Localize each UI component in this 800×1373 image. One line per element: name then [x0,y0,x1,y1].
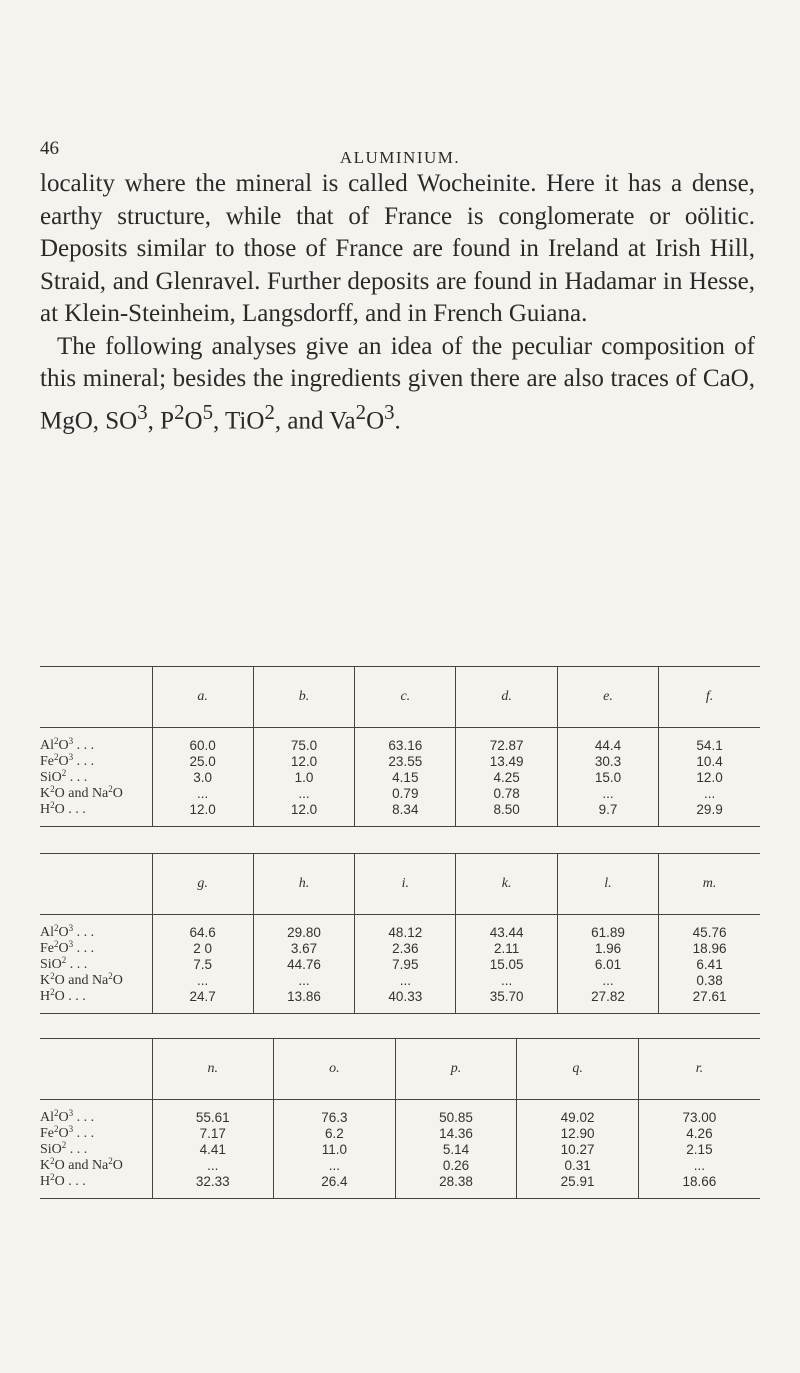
table-cell: 0.26 [395,1158,517,1174]
column-header: a. [152,667,253,728]
table-cell: 29.9 [659,802,760,827]
table-cell: 26.4 [274,1174,396,1199]
table-cell: 5.14 [395,1142,517,1158]
table-cell: 48.12 [355,915,456,942]
column-header: r. [638,1039,760,1100]
table-cell: 0.79 [355,786,456,802]
superscript: 3 [68,1108,74,1118]
table-cell: ... [274,1158,396,1174]
table-row [40,802,760,827]
table-cell: 75.0 [253,728,354,755]
table-cell: 1.96 [557,941,658,957]
text-run: K [40,1158,51,1173]
text-run: . . . [73,925,95,940]
text-run: O [58,925,69,940]
table-cell: 63.16 [355,728,456,755]
table-cell: 2 0 [152,941,253,957]
text-run: H [40,1174,51,1189]
superscript: 2 [54,923,59,933]
table-cell: 43.44 [456,915,557,942]
text-run: , P [147,406,175,434]
superscript: 3 [68,736,74,746]
superscript: 2 [54,736,59,746]
table-cell: 15.05 [456,957,557,973]
text-run: , TiO [212,406,265,434]
superscript: 2 [61,1140,67,1150]
table-cell: ... [557,973,658,989]
text-run: SiO [40,770,62,785]
table-cell: ... [659,786,760,802]
column-header: h. [253,854,354,915]
table-row [40,1142,760,1158]
text-run: Fe [40,754,54,769]
table-cell: 6.01 [557,957,658,973]
column-header: e. [557,667,658,728]
superscript: 2 [54,1124,59,1134]
table-cell: 50.85 [395,1100,517,1127]
text-run: O [112,973,123,988]
table-header-row [40,667,760,728]
table-cell: 10.4 [659,754,760,770]
row-label [40,754,152,770]
table-cell: 54.1 [659,728,760,755]
table-cell: 9.7 [557,802,658,827]
superscript: 2 [50,971,55,981]
row-label [40,1158,152,1174]
body-text [40,168,755,437]
row-label [40,1100,152,1127]
table-cell: 4.26 [638,1126,760,1142]
superscript: 2 [108,784,113,794]
table-row [40,754,760,770]
table-row [40,1158,760,1174]
column-header: c. [355,667,456,728]
analysis-table [40,666,760,827]
text-run: O . . . [54,1174,86,1189]
text-run: Al [40,738,54,753]
table-cell: ... [152,1158,274,1174]
text-run: Al [40,925,54,940]
text-run: K [40,786,51,801]
superscript: 2 [54,1108,59,1118]
column-header: b. [253,667,354,728]
table-cell: 18.66 [638,1174,760,1199]
table-cell: ... [557,786,658,802]
table-cell: 64.6 [152,915,253,942]
table-cell: 14.36 [395,1126,517,1142]
column-header: i. [355,854,456,915]
paragraph [40,331,755,438]
table-cell: 1.0 [253,770,354,786]
column-header: f. [659,667,760,728]
column-header: k. [456,854,557,915]
table-cell: 12.0 [659,770,760,786]
table-cell: 2.11 [456,941,557,957]
table-cell: 12.0 [253,754,354,770]
row-label [40,941,152,957]
text-run: . . . [66,957,88,972]
table-row [40,1174,760,1199]
text-run: . . . [66,1142,88,1157]
table-cell: 55.61 [152,1100,274,1127]
superscript: 3 [384,399,395,424]
superscript: 2 [50,1156,55,1166]
superscript: 2 [108,971,113,981]
row-label-header [40,854,152,915]
table-cell: 3.67 [253,941,354,957]
analysis-table [40,853,760,1014]
table-row [40,915,760,942]
table-cell: 49.02 [517,1100,639,1127]
table-row [40,1100,760,1127]
row-label [40,802,152,827]
analysis-table [40,1038,760,1199]
table-cell: 4.25 [456,770,557,786]
table-cell: 32.33 [152,1174,274,1199]
table-row [40,770,760,786]
text-run: O [58,1110,69,1125]
text-run: O [184,406,203,434]
table-cell: 61.89 [557,915,658,942]
superscript: 2 [50,1172,55,1182]
table-cell: 72.87 [456,728,557,755]
superscript: 5 [202,399,213,424]
table-cell: 7.5 [152,957,253,973]
text-run: O . . . [54,989,86,1004]
row-label [40,915,152,942]
text-run: O [58,754,69,769]
table-cell: 29.80 [253,915,354,942]
text-run: O [366,406,385,434]
table-cell: 0.38 [659,973,760,989]
text-run: O [58,941,69,956]
table-cell: 6.2 [274,1126,396,1142]
superscript: 2 [50,987,55,997]
table-cell: 24.7 [152,989,253,1014]
column-header: m. [659,854,760,915]
column-header: d. [456,667,557,728]
text-run: The following analyses give an idea of the peculiar composition of this mineral; besides the ingredients given there are also traces of CaO, MgO, SO [40,332,755,434]
paragraph [40,168,755,331]
text-run: . . . [66,770,88,785]
superscript: 2 [50,800,55,810]
text-run: O and Na [54,786,109,801]
row-label [40,989,152,1014]
table-cell: 6.41 [659,957,760,973]
superscript: 2 [355,399,367,424]
table-row [40,1126,760,1142]
table-cell: ... [456,973,557,989]
row-label [40,786,152,802]
column-header: l. [557,854,658,915]
table-row [40,989,760,1014]
table-cell: 28.38 [395,1174,517,1199]
text-run: Fe [40,1126,54,1141]
superscript: 3 [68,1124,74,1134]
row-label [40,1142,152,1158]
table-cell: ... [638,1158,760,1174]
table-cell: 3.0 [152,770,253,786]
text-run: . . . [73,1110,95,1125]
table-cell: 76.3 [274,1100,396,1127]
table-cell: 40.33 [355,989,456,1014]
table-cell: 4.15 [355,770,456,786]
table-cell: 0.78 [456,786,557,802]
page-number: 46 [40,138,59,159]
table-cell: 18.96 [659,941,760,957]
text-run: . [394,406,401,434]
superscript: 2 [61,768,67,778]
row-label-header [40,1039,152,1100]
table-cell: 13.49 [456,754,557,770]
superscript: 3 [68,939,74,949]
text-run: Al [40,1110,54,1125]
table-cell: 4.41 [152,1142,274,1158]
table-cell: 44.76 [253,957,354,973]
table-cell: 35.70 [456,989,557,1014]
text-run: Fe [40,941,54,956]
table-cell: 10.27 [517,1142,639,1158]
table-cell: 44.4 [557,728,658,755]
superscript: 3 [137,399,148,424]
table-row [40,973,760,989]
table-cell: 45.76 [659,915,760,942]
superscript: 2 [174,399,185,424]
table-cell: 12.0 [152,802,253,827]
table-cell: 30.3 [557,754,658,770]
text-run: SiO [40,1142,62,1157]
text-run: . . . [73,738,95,753]
superscript: 2 [54,752,59,762]
table-cell: 2.36 [355,941,456,957]
text-run: H [40,802,51,817]
text-run: , and Va [274,406,356,434]
superscript: 3 [68,752,74,762]
table-cell: 25.91 [517,1174,639,1199]
superscript: 2 [108,1156,113,1166]
table-cell: 23.55 [355,754,456,770]
table-cell: ... [355,973,456,989]
text-run: . . . [73,941,95,956]
table-cell: ... [253,786,354,802]
table-cell: 60.0 [152,728,253,755]
table-cell: ... [253,973,354,989]
row-label [40,1174,152,1199]
table-cell: 27.61 [659,989,760,1014]
table-cell: 8.34 [355,802,456,827]
table-cell: 2.15 [638,1142,760,1158]
table-header-row [40,854,760,915]
text-run: O . . . [54,802,86,817]
column-header: o. [274,1039,396,1100]
superscript: 2 [54,939,59,949]
table-row [40,786,760,802]
table-cell: 12.90 [517,1126,639,1142]
text-run: O and Na [54,973,109,988]
running-title: ALUMINIUM. [339,148,461,167]
text-run: O [112,1158,123,1173]
text-run: H [40,989,51,1004]
table-cell: 73.00 [638,1100,760,1127]
table-cell: 7.95 [355,957,456,973]
table-cell: 7.17 [152,1126,274,1142]
text-run: . . . [73,1126,95,1141]
text-run: K [40,973,51,988]
superscript: 2 [264,399,275,424]
row-label [40,770,152,786]
table-cell: 12.0 [253,802,354,827]
table-cell: 15.0 [557,770,658,786]
text-run: O [58,738,69,753]
table-cell: 25.0 [152,754,253,770]
table-cell: 27.82 [557,989,658,1014]
text-run: O [112,786,123,801]
column-header: g. [152,854,253,915]
text-run: SiO [40,957,62,972]
row-label [40,728,152,755]
row-label-header [40,667,152,728]
row-label [40,973,152,989]
table-cell: 13.86 [253,989,354,1014]
table-cell: 8.50 [456,802,557,827]
table-cell: ... [152,973,253,989]
column-header: n. [152,1039,274,1100]
superscript: 3 [68,923,74,933]
table-row [40,957,760,973]
table-header-row [40,1039,760,1100]
text-run: locality where the mineral is called Wocheinite. Here it has a dense, earthy structure, while that of France is conglomerate or oölitic. Deposits similar to those of France are found in Ireland at Irish Hill, Straid, and Glenravel. Further deposits are found in Hadamar in Hesse, at Klein-Steinheim, Langsdorff, and in French Guiana. [40,170,755,327]
row-label [40,957,152,973]
text-run: . . . [73,754,95,769]
superscript: 2 [50,784,55,794]
table-cell: ... [152,786,253,802]
table-row [40,941,760,957]
row-label [40,1126,152,1142]
superscript: 2 [61,955,67,965]
column-header: q. [517,1039,639,1100]
table-cell: 11.0 [274,1142,396,1158]
table-cell: 0.31 [517,1158,639,1174]
text-run: O and Na [54,1158,109,1173]
text-run: O [58,1126,69,1141]
column-header: p. [395,1039,517,1100]
table-row [40,728,760,755]
